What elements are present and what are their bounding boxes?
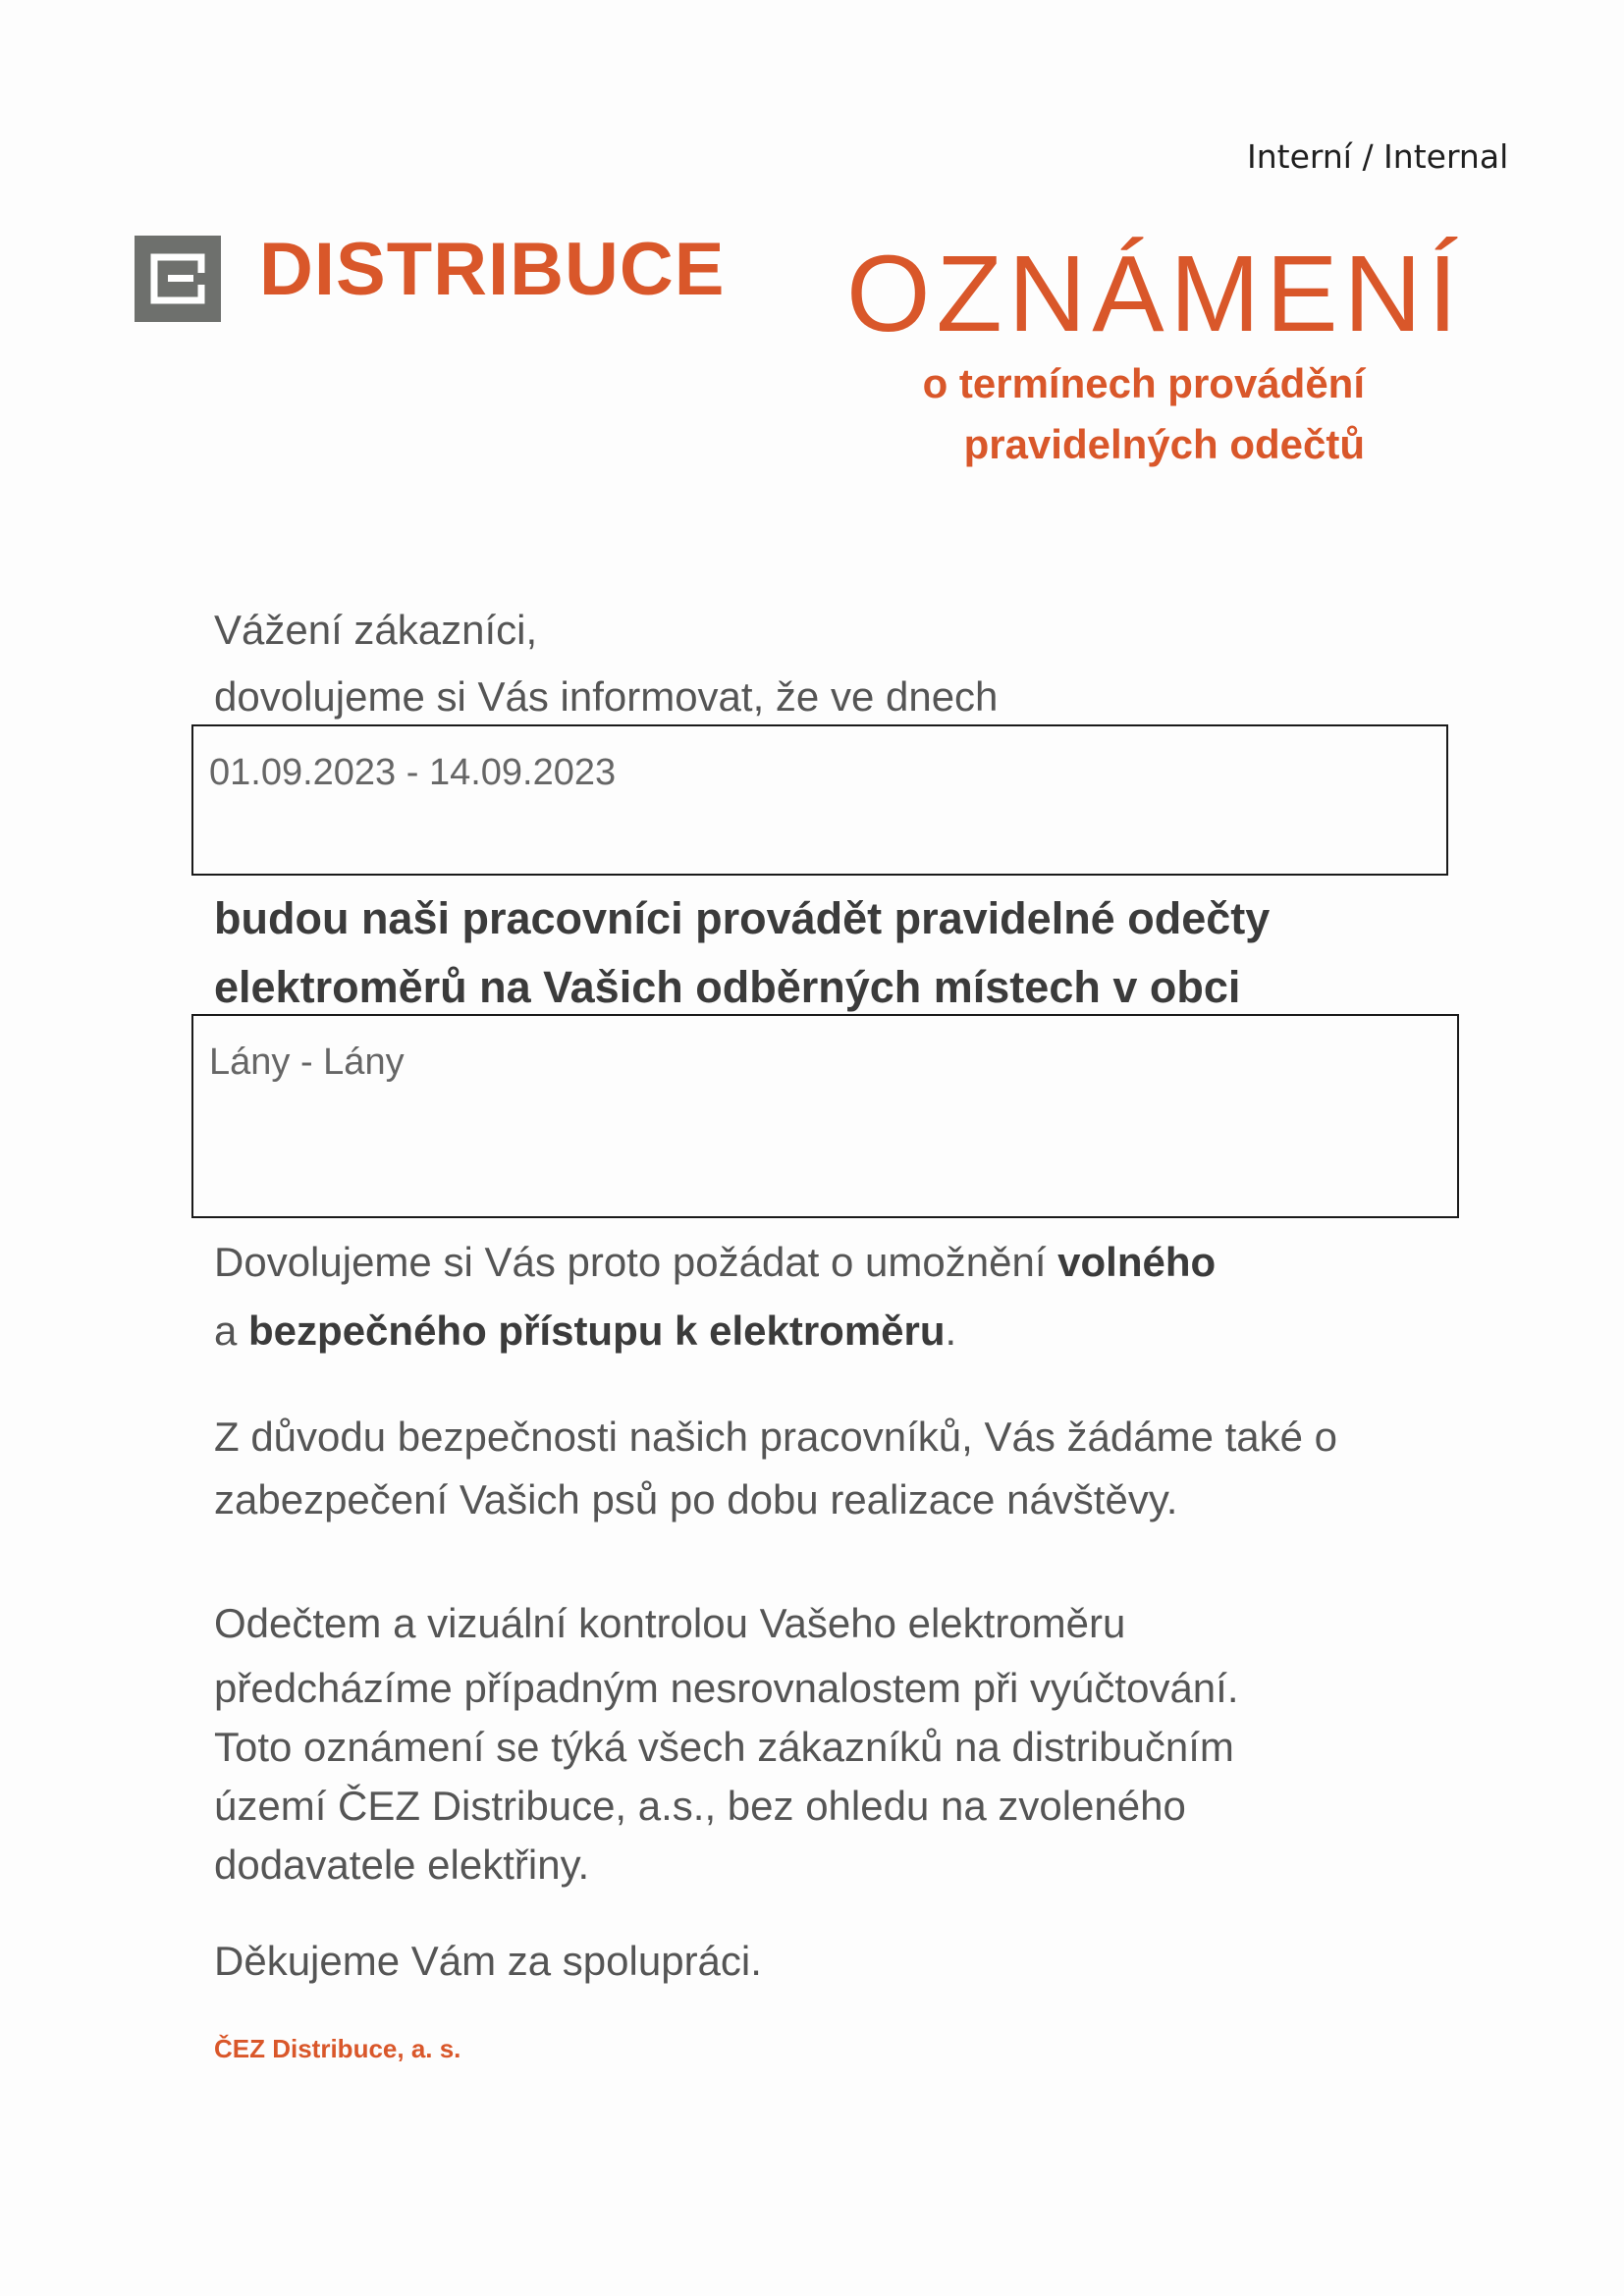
subtitle-line: pravidelných odečtů bbox=[963, 421, 1365, 467]
access-emphasis: volného bbox=[1057, 1239, 1217, 1285]
access-text: . bbox=[945, 1308, 957, 1354]
info-text: Odečtem a vizuální kontrolou Vašeho elektroměru bbox=[214, 1600, 1126, 1646]
dates-box bbox=[191, 724, 1448, 876]
intro-text: dovolujeme si Vás informovat, že ve dnech bbox=[214, 673, 999, 720]
dogs-text: zabezpečení Vašich psů po dobu realizace návštěvy. bbox=[214, 1476, 1178, 1522]
page-subtitle bbox=[815, 353, 1365, 475]
classification-label: Interní / Internal bbox=[1247, 137, 1509, 176]
access-text: a bbox=[214, 1308, 249, 1354]
info-text: dodavatele elektřiny. bbox=[214, 1842, 590, 1888]
brand-name: DISTRIBUCE bbox=[259, 228, 726, 311]
info-text: území ČEZ Distribuce, a.s., bez ohledu na zvoleného bbox=[214, 1783, 1186, 1829]
signature: ČEZ Distribuce, a. s. bbox=[214, 2034, 461, 2063]
page-title: OZNÁMENÍ bbox=[846, 234, 1464, 354]
access-request bbox=[214, 1239, 1216, 1286]
lead-text: elektroměrů na Vašich odběrných místech v obci bbox=[214, 962, 1241, 1012]
municipality-box bbox=[191, 1014, 1459, 1218]
lead-text: budou naši pracovníci provádět pravidelné odečty bbox=[214, 893, 1271, 943]
subtitle-line: o termínech provádění bbox=[922, 360, 1365, 406]
access-request-2 bbox=[214, 1308, 956, 1355]
access-emphasis: bezpečného přístupu k elektroměru bbox=[248, 1308, 946, 1354]
dates-value: 01.09.2023 - 14.09.2023 bbox=[209, 752, 617, 793]
access-text: Dovolujeme si Vás proto požádat o umožnění bbox=[214, 1239, 1058, 1285]
info-text: Toto oznámení se týká všech zákazníků na distribučním bbox=[214, 1724, 1234, 1770]
cez-logo-icon bbox=[135, 236, 221, 322]
greeting: Vážení zákazníci, bbox=[214, 607, 538, 653]
municipality-value: Lány - Lány bbox=[209, 1041, 405, 1083]
info-text: předcházíme případným nesrovnalostem při vyúčtování. bbox=[214, 1665, 1239, 1711]
dogs-text: Z důvodu bezpečnosti našich pracovníků, Vás žádáme také o bbox=[214, 1414, 1338, 1460]
thanks-text: Děkujeme Vám za spolupráci. bbox=[214, 1938, 762, 1984]
